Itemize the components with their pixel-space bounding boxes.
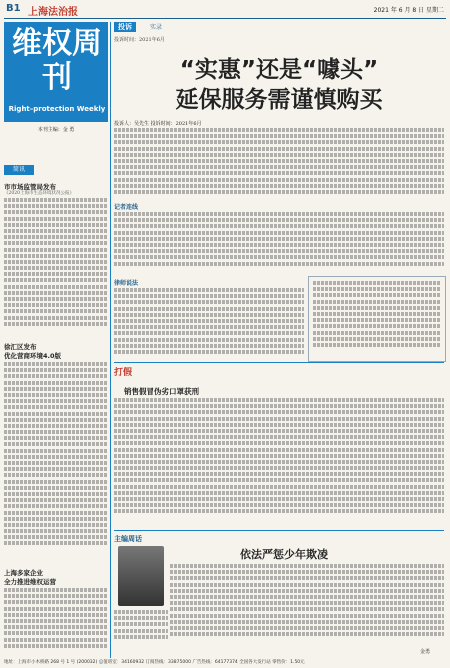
issue-date: 2021 年 6 月 8 日 星期二 bbox=[373, 7, 444, 14]
news-item-head: 市市场监管局发布 bbox=[4, 183, 56, 191]
news-item-head: 上海多家企业 bbox=[4, 569, 43, 577]
masthead: 上海法治报 bbox=[28, 7, 78, 18]
news-item-body bbox=[4, 588, 108, 656]
section-title: 维权周刊 bbox=[12, 26, 102, 95]
section-banner bbox=[4, 22, 108, 122]
left-column bbox=[4, 22, 108, 658]
tousu-tag: 投诉 bbox=[114, 22, 136, 32]
article-body bbox=[114, 398, 444, 526]
page-number: B1 bbox=[6, 3, 21, 14]
article-body bbox=[114, 128, 444, 200]
zhuyuan-headline: 依法严惩少年欺凌 bbox=[240, 548, 328, 561]
dabiao-tag: 打假 bbox=[114, 368, 133, 378]
dabiao-headline: 销售假冒伪劣口罩获刑 bbox=[124, 387, 199, 396]
news-item-sub: 《2020上海市生态环境状况公报》 bbox=[4, 191, 74, 196]
news-item-sub: 全力推进维权运营 bbox=[4, 578, 56, 586]
news-item-body bbox=[4, 362, 108, 562]
editor-credit: 本刊主编：金 勇 bbox=[37, 127, 75, 133]
headline-sub: 延保服务需谨慎购买 bbox=[175, 87, 383, 113]
section-head: 律师说法 bbox=[114, 280, 139, 287]
article-body bbox=[114, 212, 444, 274]
news-item-head: 徐汇区发布 bbox=[4, 343, 37, 351]
section-divider bbox=[114, 362, 444, 363]
news-item-body bbox=[4, 198, 108, 338]
jianxun-tag: 简讯 bbox=[4, 165, 34, 175]
article-meta: 投诉人：吴先生 投诉时间：2021年6月 bbox=[114, 121, 202, 127]
zhuyuan-tag: 主编周话 bbox=[114, 535, 142, 543]
tousu-meta: 投诉时间：2021年6月 bbox=[114, 37, 165, 43]
article-body bbox=[114, 288, 304, 362]
headline: “实惠”还是“噱头” bbox=[179, 57, 379, 83]
page-footer: 地址：上海市小木桥路 268 号 1 号 (200032) 总值班室：34160932 订阅热线：33875000 广告热线：64177374 全国各大发行站 零售价：1.50元 bbox=[4, 660, 305, 665]
page-header bbox=[4, 3, 446, 19]
tousu-kind: 实录 bbox=[150, 24, 163, 31]
section-title-en: Right–protection Weekly bbox=[8, 105, 106, 113]
editor-portrait bbox=[118, 546, 164, 606]
news-item-sub: 优化营商环境4.0版 bbox=[4, 352, 62, 360]
article-body bbox=[114, 610, 168, 646]
article-body bbox=[170, 564, 444, 646]
column-divider bbox=[110, 22, 111, 658]
author-sign: 金勇 bbox=[420, 649, 431, 655]
section-head: 记者连线 bbox=[114, 204, 139, 211]
callout-box bbox=[308, 276, 446, 362]
section-divider bbox=[114, 530, 444, 531]
